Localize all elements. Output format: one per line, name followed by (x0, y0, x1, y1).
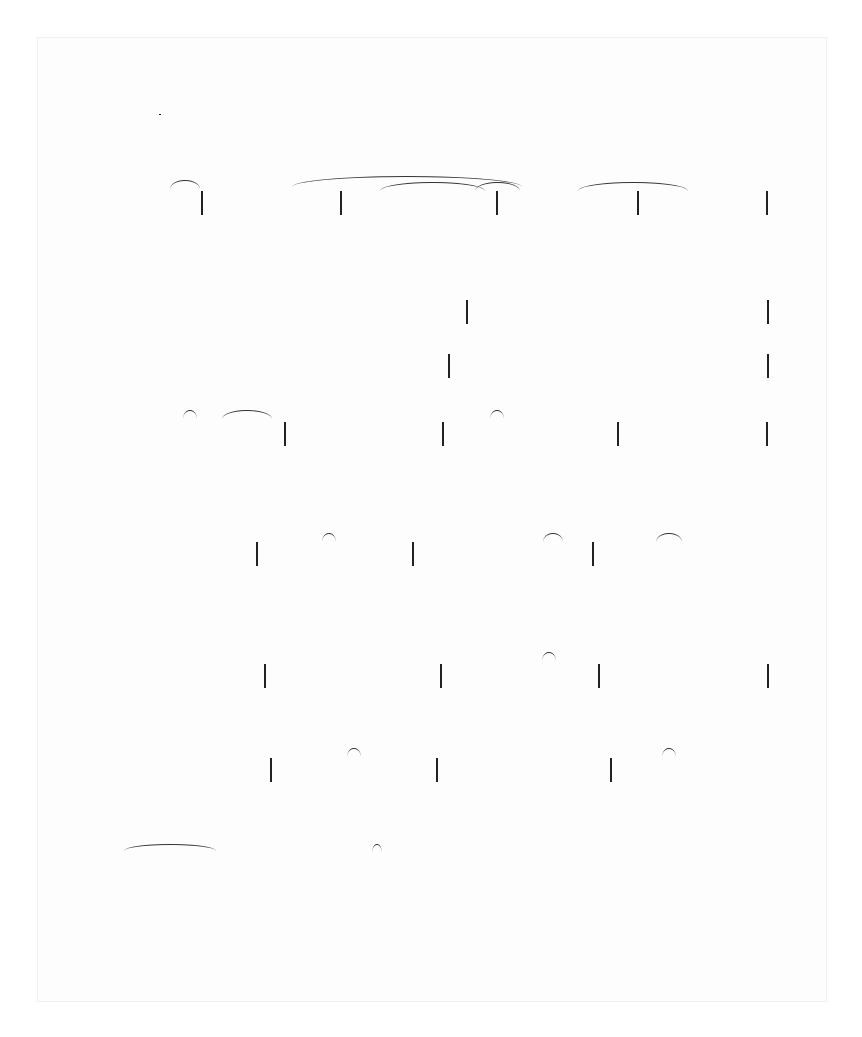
time-signature (159, 114, 161, 115)
